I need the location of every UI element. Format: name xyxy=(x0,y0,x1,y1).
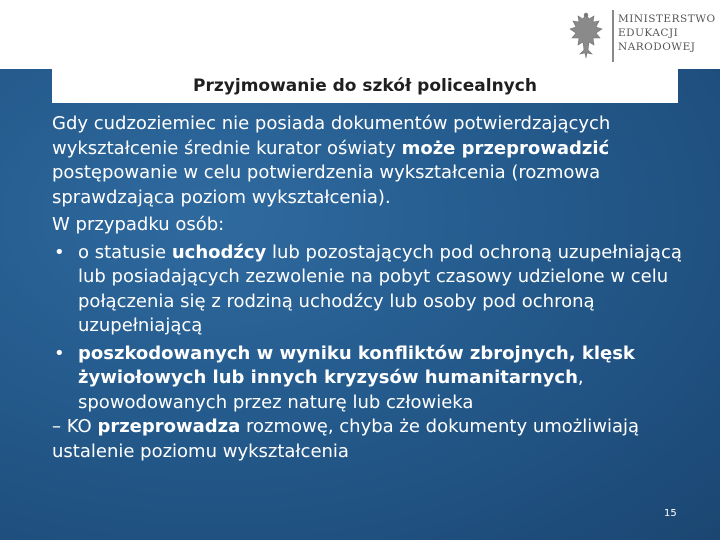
conclusion-paragraph xyxy=(52,415,692,464)
bullet-mark: • xyxy=(54,342,65,364)
page-number: 15 xyxy=(664,508,677,519)
bullet-item-refugee xyxy=(52,241,692,339)
bullet-1-text-1: o statusie xyxy=(78,241,172,263)
logo-line-1: MINISTERSTWO xyxy=(618,13,716,25)
bullet-2-text-1: , spowodowanych przez naturę lub człowieka xyxy=(78,367,584,413)
bullet-1-emphasis: uchodźcy xyxy=(171,241,267,263)
slide-title: Przyjmowanie do szkół policealnych xyxy=(193,76,537,96)
bullet-2-emphasis: poszkodowanych w wyniku konfliktów zbrojnych, klęsk żywiołowych lub innych kryzysów humanitarnych xyxy=(78,342,635,388)
bullet-1-text-2: lub pozostających pod ochroną uzupełniającą lub posiadających zezwolenie na pobyt czasowy udzielone w celu połączenia się z rodziną uchodźcy lub osoby pod ochroną uzupełniającą xyxy=(78,241,682,336)
logo-wordmark xyxy=(618,12,720,54)
conclusion-emphasis: przeprowadza xyxy=(97,416,241,437)
conclusion-text-1: – KO xyxy=(52,416,98,437)
intro-paragraph xyxy=(52,112,692,210)
bullet-mark: • xyxy=(54,241,65,263)
slide-body xyxy=(52,112,692,464)
logo-divider xyxy=(612,10,614,62)
intro-text-2: postępowanie w celu potwierdzenia wykształcenia (rozmowa sprawdzająca poziom wykształcenia). xyxy=(52,162,601,208)
intro-emphasis: może przeprowadzić xyxy=(401,137,610,159)
slide-header xyxy=(0,0,720,69)
cases-lead: W przypadku osób: xyxy=(52,214,225,235)
title-box xyxy=(52,69,678,103)
bullet-item-crisis-victims xyxy=(52,342,692,416)
logo-line-3: NARODOWEJ xyxy=(618,41,696,53)
eagle-emblem-icon xyxy=(566,10,606,62)
intro-text-1: Gdy cudzoziemiec nie posiada dokumentów potwierdzających wykształcenie średnie kurator oświaty xyxy=(52,113,611,159)
conclusion-text-2: rozmowę, chyba że dokumenty umożliwiają ustalenie poziomu wykształcenia xyxy=(52,416,640,462)
logo-line-2: EDUKACJI xyxy=(618,27,679,39)
